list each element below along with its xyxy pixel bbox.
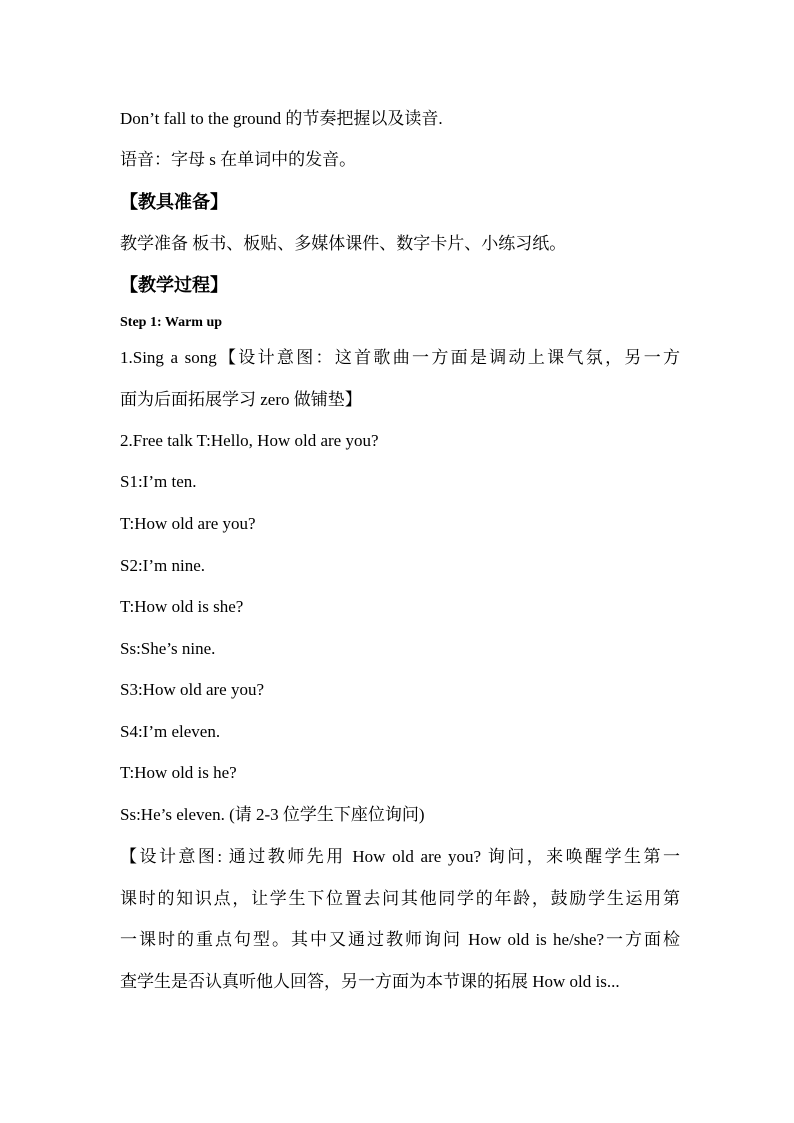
pronunciation-line: 语音：字母 s 在单词中的发音。	[120, 150, 357, 169]
dialogue-line: T:How old are you?	[120, 514, 256, 533]
dialogue-line: S1:I’m ten.	[120, 472, 197, 491]
dialogue-line: T:How old is he?	[120, 763, 237, 782]
tools-line: 教学准备 板书、板贴、多媒体课件、数字卡片、小练习纸。	[120, 234, 567, 253]
paragraph-line: 课时的知识点，让学生下位置去问其他同学的年龄，鼓励学生运用第	[120, 889, 680, 908]
dialogue-line: 2.Free talk T:Hello, How old are you?	[120, 431, 379, 450]
section-heading-tools: 【教具准备】	[120, 192, 228, 212]
text-line: Don’t fall to the ground 的节奏把握以及读音.	[120, 109, 443, 128]
dialogue-line: Ss:She’s nine.	[120, 639, 216, 658]
dialogue-line: S4:I’m eleven.	[120, 722, 221, 741]
dialogue-line: Ss:He’s eleven. (请 2-3 位学生下座位询问)	[120, 805, 425, 824]
paragraph-line: 1.Sing a song【设计意图：这首歌曲一方面是调动上课气氛，另一方	[120, 348, 680, 367]
section-heading-process: 【教学过程】	[120, 275, 228, 295]
step-heading: Step 1: Warm up	[120, 315, 223, 330]
dialogue-line: S2:I’m nine.	[120, 556, 205, 575]
paragraph-line: 查学生是否认真听他人回答，另一方面为本节课的拓展 How old is...	[120, 972, 620, 991]
dialogue-line: T:How old is she?	[120, 597, 244, 616]
paragraph-line: 面为后面拓展学习 zero 做铺垫】	[120, 390, 362, 409]
paragraph-line: 一课时的重点句型。其中又通过教师询问 How old is he/she?一方面检	[120, 930, 680, 949]
paragraph-line: 【设计意图: 通过教师先用 How old are you? 询问，来唤醒学生第一	[120, 847, 680, 866]
dialogue-line: S3:How old are you?	[120, 680, 265, 699]
